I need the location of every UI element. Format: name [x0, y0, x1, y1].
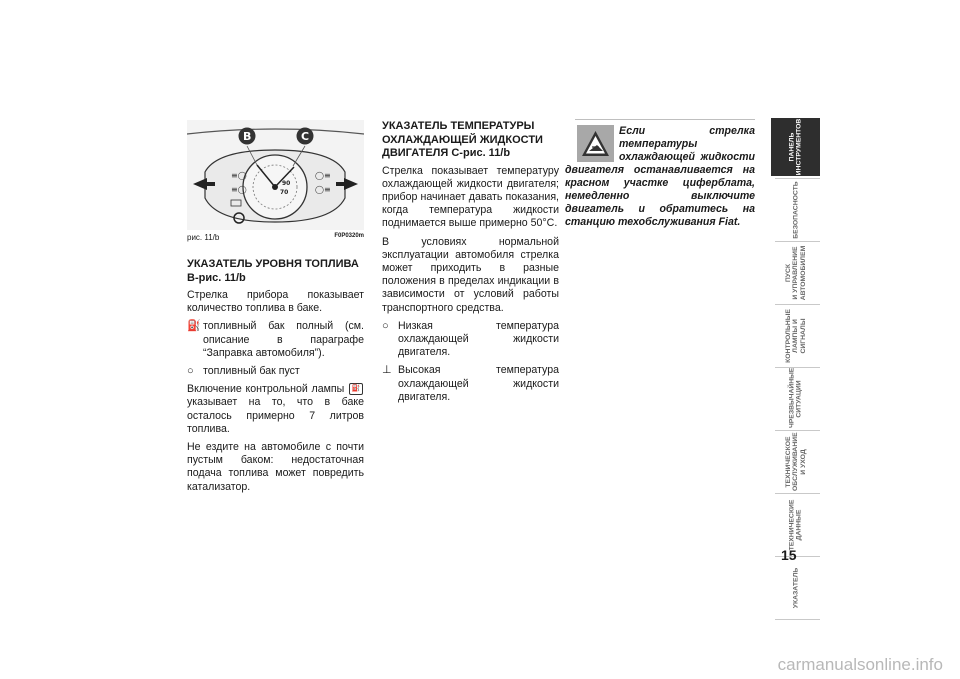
fuel-pump-icon: ⛽ — [187, 320, 201, 333]
fuel-reserve-paragraph — [187, 383, 364, 436]
low-temp-icon: ○ — [382, 319, 389, 332]
coolant-high-text: Высокая температура охлаждающей жидкости двигателя. — [398, 364, 559, 403]
tab-safety[interactable] — [771, 181, 820, 239]
temp-tick-70: 70 — [280, 189, 289, 196]
tab-label: УКАЗАТЕЛЬ — [791, 567, 799, 609]
tab-label: ПАНЕЛЬ ИНСТРУМЕНТОВ — [788, 118, 803, 176]
figure-code: F0P0320m — [334, 233, 364, 239]
coolant-high-item — [382, 364, 559, 404]
svg-text:≡◯: ≡◯ — [231, 171, 247, 180]
tab-label: БЕЗОПАСНОСТЬ — [791, 181, 799, 239]
coolant-low-text: Низкая температура охлаждающей жидкости двигателя. — [398, 319, 559, 359]
fuel-reserve-text-before: Включение контрольной лампы — [187, 383, 345, 396]
svg-text:◯≡: ◯≡ — [315, 171, 331, 180]
callout-b-label: B — [243, 130, 252, 143]
tab-starting-driving[interactable] — [771, 244, 820, 302]
fuel-gauge-section — [187, 258, 364, 499]
temp-tick-90: 90 — [282, 180, 291, 187]
tab-label: ЧРЕЗВЫЧАЙНЫЕ СИТУАЦИИ — [788, 367, 803, 428]
figure-caption-text: рис. 11/b — [187, 233, 220, 242]
fuel-reserve-text-after: указывает на то, что в баке осталось примерно 7 литров топлива. — [187, 396, 364, 435]
svg-text:≡◯: ≡◯ — [231, 185, 247, 194]
fuel-gauge-intro: Стрелка прибора показывает количество топлива в баке. — [187, 289, 364, 315]
empty-circle-icon: ○ — [187, 365, 194, 378]
fuel-full-item — [187, 320, 364, 360]
coolant-temp-paragraph-1: Стрелка показывает температуру охлаждающей жидкости двигателя; прибор начинает давать показания, когда температура жидкости поднимается выше примерно 50°C. — [382, 164, 559, 230]
instrument-cluster-figure — [187, 120, 364, 230]
coolant-temp-paragraph-2: В условиях нормальной эксплуатации автомобиля стрелка может приходить в разные положения в пределах индикации в зависимости от условий работы транспортного средства. — [382, 235, 559, 314]
tab-label: КОНТРОЛЬНЫЕ ЛАМПЫ И СИГНАЛЫ — [784, 309, 807, 363]
fuel-empty-item — [187, 365, 364, 378]
tab-emergency[interactable] — [771, 367, 820, 428]
tab-label: ТЕХНИЧЕСКОЕ ОБСЛУЖИВАНИЕ И УХОД — [784, 432, 807, 491]
warning-text: Если стрелка температуры охлаждающей жидкости двигателя останавливается на красном участке циферблата, немедленно выключите двигатель и обратитесь на станцию техобслуживания Fiat. — [565, 125, 755, 228]
figure-caption — [187, 233, 364, 242]
tab-index[interactable] — [771, 559, 820, 617]
watermark-text: carmanualsonline.info — [777, 655, 943, 674]
high-temp-icon: ⊥ — [382, 364, 392, 377]
svg-text:◯≡: ◯≡ — [315, 185, 331, 194]
warning-text-block — [565, 125, 755, 229]
tab-instrument-panel[interactable] — [771, 118, 820, 176]
footer-watermark — [0, 655, 960, 675]
coolant-temp-heading: УКАЗАТЕЛЬ ТЕМПЕРАТУРЫ ОХЛАЖДАЮЩЕЙ ЖИДКОСТИ ДВИГАТЕЛЯ C-рис. 11/b — [382, 120, 543, 159]
tab-warning-lights[interactable] — [771, 307, 820, 365]
page-number: 15 — [781, 547, 797, 563]
fuel-warning-paragraph: Не ездите на автомобиле с почти пустым баком: недостаточная подача топлива может повредить катализатор. — [187, 441, 364, 493]
tab-technical-data[interactable] — [771, 496, 820, 554]
tab-label: ТЕХНИЧЕСКИЕ ДАННЫЕ — [788, 499, 803, 551]
fuel-gauge-heading: УКАЗАТЕЛЬ УРОВНЯ ТОПЛИВА B-рис. 11/b — [187, 258, 359, 284]
cluster-drawing — [187, 120, 364, 230]
warning-top-rule — [575, 119, 755, 120]
tab-label: ПУСК И УПРАВЛЕНИЕ АВТОМОБИЛЕМ — [784, 245, 807, 301]
callout-c-label: C — [301, 130, 310, 143]
tab-maintenance[interactable] — [771, 433, 820, 491]
coolant-low-item — [382, 320, 559, 360]
fuel-reserve-lamp-icon: ⛽ — [349, 383, 363, 395]
fuel-full-text: топливный бак полный (см. описание в параграфе “Заправка автомобиля”). — [203, 320, 364, 359]
coolant-temp-section — [382, 120, 559, 409]
fuel-empty-text: топливный бак пуст — [203, 365, 300, 378]
